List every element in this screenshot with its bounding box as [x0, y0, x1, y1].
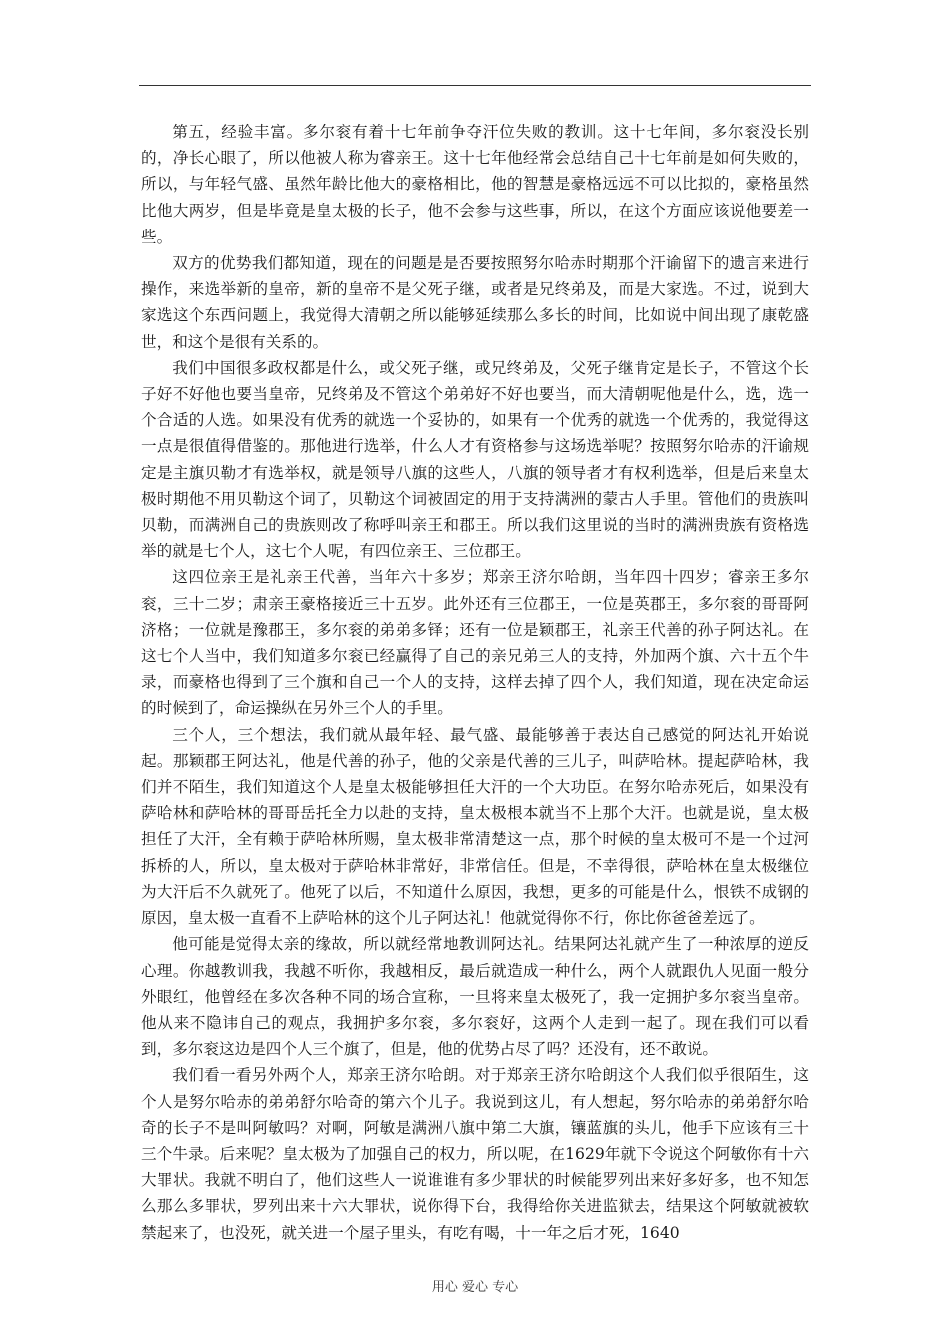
page-footer: 用心 爱心 专心 [431, 1280, 519, 1295]
paragraph: 他可能是觉得太亲的缘故，所以就经常地教训阿达礼。结果阿达礼就产生了一种浓厚的逆反心理。你越教训我，我越不听你，我越相反，最后就造成一种什么，两个人就跟仇人见面一般分外眼红，他曾经在多次各种不同的场合宣称，一旦将来皇太极死了，我一定拥护多尔衮当皇帝。他从来不隐讳自己的观点，我拥护多尔衮，多尔衮好，这两个人走到一起了。现在我们可以看到，多尔衮这边是四个人三个旗了，但是，他的优势占尽了吗？还没有，还不敢说。 [141, 935, 809, 1059]
paragraph: 双方的优势我们都知道，现在的问题是是否要按照努尔哈赤时期那个汗谕留下的遗言来进行操作，来选举新的皇帝，新的皇帝不是父死子继，或者是兄终弟及，而是大家选。不过，说到大家选这个东西问题上，我觉得大清朝之所以能够延续那么多长的时间，比如说中间出现了康乾盛世，和这个是很有关系的。 [141, 254, 809, 351]
paragraph: 我们中国很多政权都是什么，或父死子继，或兄终弟及，父死子继肯定是长子，不管这个长子好不好他也要当皇帝，兄终弟及不管这个弟弟好不好也要当，而大清朝呢他是什么，选，选一个合适的人选。如果没有优秀的就选一个妥协的，如果有一个优秀的就选一个优秀的，我觉得这一点是很值得借鉴的。那他进行选举，什么人才有资格参与这场选举呢？按照努尔哈赤的汗谕规定是主旗贝勒才有选举权，就是领导八旗的这些人，八旗的领导者才有权利选举，但是后来皇太极时期他不用贝勒这个词了，贝勒这个词被固定的用于支持满洲的蒙古人手里。管他们的贵族叫贝勒，而满洲自己的贵族则改了称呼叫亲王和郡王。所以我们这里说的当时的满洲贵族有资格选举的就是七个人，这七个人呢，有四位亲王、三位郡王。 [141, 358, 809, 561]
paragraph: 这四位亲王是礼亲王代善，当年六十多岁；郑亲王济尔哈朗，当年四十四岁；睿亲王多尔衮，三十二岁；肃亲王豪格接近三十五岁。此外还有三位郡王，一位是英郡王，多尔衮的哥哥阿济格；一位就是豫郡王，多尔衮的弟弟多铎；还有一位是颖郡王，礼亲王代善的孙子阿达礼。在这七个人当中，我们知道多尔衮已经赢得了自己的亲兄弟三人的支持，外加两个旗、六十五个牛录，而豪格也得到了三个旗和自己一个人的支持，这样去掉了四个人，我们知道，现在决定命运的时候到了，命运操纵在另外三个人的手里。 [141, 568, 809, 718]
article-body [141, 119, 809, 1246]
paragraph: 三个人，三个想法，我们就从最年轻、最气盛、最能够善于表达自己感觉的阿达礼开始说起。那颖郡王阿达礼，他是代善的孙子，他的父亲是代善的三儿子，叫萨哈林。提起萨哈林，我们并不陌生，我们知道这个人是皇太极能够担任大汗的一个大功臣。在努尔哈赤死后，如果没有萨哈林和萨哈林的哥哥岳托全力以赴的支持，皇太极根本就当不上那个大汗。也就是说，皇太极担任了大汗，全有赖于萨哈林所赐，皇太极非常清楚这一点，那个时候的皇太极可不是一个过河拆桥的人，所以，皇太极对于萨哈林非常好，非常信任。但是，不幸得很，萨哈林在皇太极继位为大汗后不久就死了。他死了以后，不知道什么原因，我想，更多的可能是什么，恨铁不成钢的原因，皇太极一直看不上萨哈林的这个儿子阿达礼！他就觉得你不行，你比你爸爸差远了。 [141, 725, 809, 928]
paragraph: 第五，经验丰富。多尔衮有着十七年前争夺汗位失败的教训。这十七年间，多尔衮没长别的，净长心眼了，所以他被人称为睿亲王。这十七年他经常会总结自己十七年前是如何失败的，所以，与年轻气盛、虽然年龄比他大的豪格相比，他的智慧是豪格远远不可以比拟的，豪格虽然比他大两岁，但是毕竟是皇太极的长子，他不会参与这些事，所以，在这个方面应该说他要差一些。 [141, 123, 809, 246]
header-rule [139, 85, 811, 86]
paragraph: 我们看一看另外两个人，郑亲王济尔哈朗。对于郑亲王济尔哈朗这个人我们似乎很陌生，这个人是努尔哈赤的弟弟舒尔哈奇的第六个儿子。我说到这儿，有人想起，努尔哈赤的弟弟舒尔哈奇的长子不是叫阿敏吗？对啊，阿敏是满洲八旗中第二大旗，镶蓝旗的头儿，他手下应该有三十三个牛录。后来呢？皇太极为了加强自己的权力，所以呢，在1629年就下令说这个阿敏你有十六大罪状。我就不明白了，他们这些人一说谁谁有多少罪状的时候能罗列出来好多好多，也不知怎么那么多罪状，罗列出来十六大罪状，说你得下台，我得给你关进监狱去，结果这个阿敏就被软禁起来了，也没死，就关进一个屋子里头，有吃有喝，十一年之后才死，1640 [141, 1066, 809, 1242]
